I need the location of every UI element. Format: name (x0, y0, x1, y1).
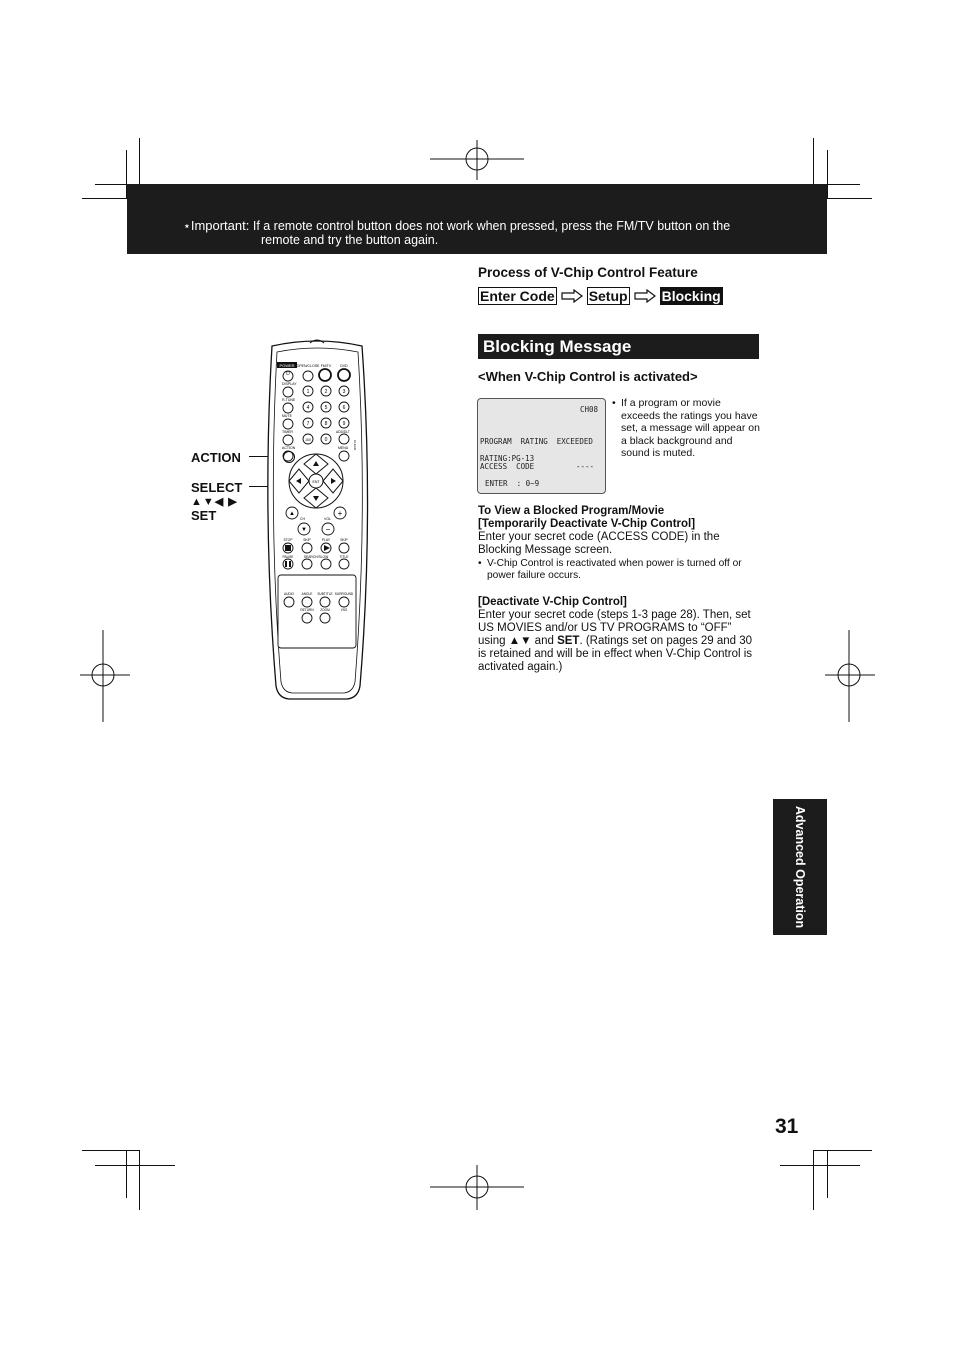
important-text-line2: remote and try the button again. (261, 233, 439, 247)
action-button (283, 451, 295, 463)
step-blocking: Blocking (661, 288, 721, 304)
screen-message: PROGRAM RATING EXCEEDED (480, 437, 593, 446)
arrow-right-icon (634, 289, 656, 303)
svg-text:6: 6 (342, 405, 346, 411)
step-enter-code: Enter Code (480, 288, 555, 304)
screen-enter: ENTER : 0~9 (485, 479, 540, 488)
view-blocked-section (478, 505, 762, 582)
important-label: Important: (190, 218, 250, 233)
svg-text:FM/TV: FM/TV (320, 364, 332, 368)
side-tab-label: Advanced Operation (793, 805, 807, 929)
svg-text:TITLE: TITLE (339, 555, 349, 559)
power-icon: ⏻ (286, 371, 290, 377)
step-setup: Setup (588, 288, 628, 304)
svg-text:VSS: VSS (340, 608, 348, 612)
section-subtitle: <When V-Chip Control is activated> (478, 369, 698, 384)
registration-target-icon (430, 140, 524, 180)
svg-text:5: 5 (324, 405, 328, 411)
deactivate-body: Enter your secret code (steps 1-3 page 28). Then, set US MOVIES and/or US TV PROGRAMS to “OFF” using ▲▼ and SET. (Ratings set on pages 29 and 30 is retained and will be in effect when V-Chip Control is activated again.) (478, 609, 753, 673)
svg-text:SURROUND: SURROUND (334, 592, 354, 596)
svg-text:SKIP: SKIP (303, 538, 311, 542)
view-blocked-bullet: • V-Chip Control is reactivated when power is turned off or power failure occurs. (478, 558, 742, 581)
page-number: 31 (775, 1115, 799, 1138)
view-blocked-body: Enter your secret code (ACCESS CODE) in the Blocking Message screen. (478, 531, 720, 556)
open-close-button (303, 371, 313, 381)
svg-text:TIMER: TIMER (282, 430, 293, 434)
svg-text:RETURN: RETURN (300, 608, 314, 612)
svg-text:SKIP: SKIP (340, 538, 348, 542)
svg-text:VOL: VOL (324, 517, 332, 521)
callout-select-arrows: ▲▼◀ ▶ (191, 496, 238, 508)
svg-text:ZOOM: ZOOM (320, 608, 330, 612)
svg-text:DISPLAY: DISPLAY (282, 382, 297, 386)
svg-text:ACTION: ACTION (282, 446, 296, 450)
deactivate-title: [Deactivate V-Chip Control] (478, 596, 627, 608)
svg-text:4: 4 (306, 405, 310, 411)
fm-tv-button (319, 369, 331, 381)
svg-text:R-TUNE: R-TUNE (282, 398, 296, 402)
callout-action: ACTION (191, 450, 241, 465)
svg-text:3: 3 (342, 389, 346, 395)
screen-access-code: ACCESS CODE (480, 462, 535, 471)
svg-text:OPEN/CLOSE: OPEN/CLOSE (296, 364, 320, 368)
remote-control-illustration (262, 336, 374, 702)
svg-text:CH: CH (300, 517, 306, 521)
svg-text:POWER: POWER (279, 363, 295, 368)
svg-text:2: 2 (324, 389, 328, 395)
svg-text:SEARCH/SLOW: SEARCH/SLOW (303, 555, 329, 559)
svg-text:1: 1 (306, 389, 310, 395)
svg-text:−: − (325, 525, 331, 534)
registration-target-icon (430, 1165, 524, 1210)
blocking-message-screen (477, 398, 606, 494)
screen-note: • If a program or movie exceeds the ratings you have set, a message will appear on a black background and sound is muted. (612, 397, 760, 459)
section-title: Blocking Message (478, 334, 759, 359)
registration-target-icon (825, 630, 875, 722)
callout-select: SELECT (191, 480, 243, 495)
svg-text:AUDIO: AUDIO (283, 592, 295, 596)
svg-text:ADD/DLT: ADD/DLT (336, 430, 350, 434)
bullet-icon: • (478, 558, 482, 569)
svg-text:MUTE: MUTE (282, 414, 292, 418)
svg-text:SUBTITLE: SUBTITLE (317, 592, 333, 596)
svg-text:DVD: DVD (340, 364, 348, 368)
side-tab (773, 799, 827, 935)
dvd-button (338, 369, 350, 381)
svg-text:ENT: ENT (312, 480, 320, 484)
svg-text:9: 9 (342, 421, 346, 427)
svg-text:CLEAR: CLEAR (353, 440, 357, 451)
svg-text:PLAY: PLAY (321, 538, 331, 542)
view-blocked-title1: To View a Blocked Program/Movie (478, 505, 665, 517)
svg-text:PAUSE: PAUSE (282, 555, 294, 559)
svg-text:8: 8 (324, 421, 328, 427)
svg-text:0: 0 (324, 437, 328, 443)
important-text-line1: If a remote control button does not work when pressed, press the FM/TV button on the (252, 219, 731, 233)
view-blocked-title2: [Temporarily Deactivate V-Chip Control] (478, 518, 696, 530)
callout-set: SET (191, 508, 217, 523)
registration-target-icon (80, 630, 130, 722)
process-title: Process of V-Chip Control Feature (478, 265, 698, 280)
screen-code-dashes: ---- (576, 462, 595, 471)
up-down-arrows-icon: ▲▼ (508, 635, 532, 647)
process-steps (478, 287, 723, 305)
svg-text:+: + (337, 509, 343, 518)
svg-text:▼: ▼ (301, 527, 307, 533)
svg-text:7: 7 (306, 421, 310, 427)
important-note (183, 219, 783, 247)
deactivate-section (478, 596, 762, 674)
arrow-right-icon (561, 289, 583, 303)
star-icon: ⋆ (183, 219, 191, 233)
bullet-icon: • (612, 397, 616, 409)
svg-text:MENU: MENU (338, 446, 349, 450)
svg-text:STOP: STOP (283, 538, 293, 542)
svg-text:ANGLE: ANGLE (301, 592, 313, 596)
svg-text:100: 100 (305, 438, 311, 442)
screen-rating: RATING:PG-13 (480, 454, 535, 463)
svg-text:▲: ▲ (289, 511, 295, 517)
screen-channel: CH08 (579, 405, 598, 414)
